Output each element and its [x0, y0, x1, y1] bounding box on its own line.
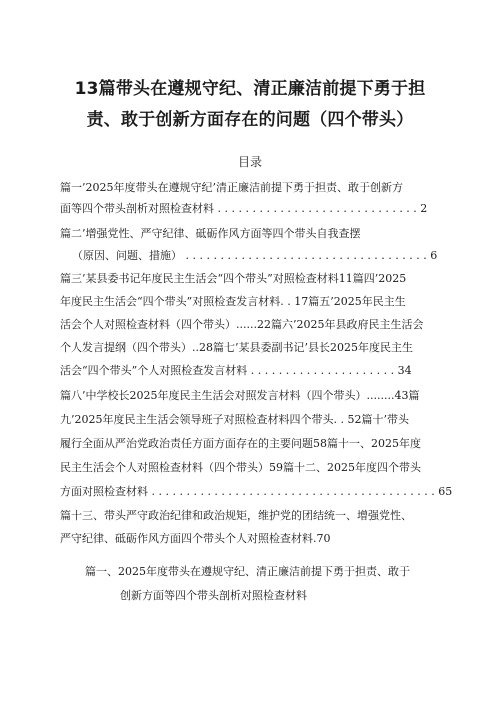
body-line: 创新方面等四个带头剖析对照检查材料: [120, 589, 307, 602]
toc-line: （原因、问题、措施） . . . . . . . . . . . . . . . . . . . . . . . . . . . . . . . . . . . 6: [72, 249, 438, 262]
toc-line: 年度民主生活会“四个带头”对照检查发言材料. . 17篇五’2025年民主生: [60, 295, 406, 308]
toc-line: 活会“四个带头”个人对照检查发言材料 . . . . . . . . . . . . . . . . . . . . . 34: [60, 364, 412, 377]
toc-line: 个人发言提纲（四个带头）..28篇七’某县委副书记’县长2025年度民主生: [60, 341, 413, 354]
body-line: 篇一、2025年度带头在遵规守纪、清正廉洁前提下勇于担责、敢于: [85, 565, 410, 578]
toc-line: 篇十三、带头严守政治纪律和政治规矩，维护党的团结统一、增强党性、: [60, 509, 412, 522]
toc-line: 篇三’某县委书记年度民主生活会“四个带头”对照检查材料11篇四’2025: [60, 272, 407, 285]
title-line: 13篇带头在遵规守纪、清正廉洁前提下勇于担: [74, 79, 426, 99]
toc-line: 活会个人对照检查材料（四个带头）......22篇六’2025年县政府民主生活会: [60, 318, 424, 331]
toc-line: 九’2025年度民主生活会领导班子对照检查材料四个带头. . 52篇十’带头: [60, 413, 409, 426]
toc-line: 严守纪律、砥砺作风方面四个带头个人对照检查材料.70: [60, 532, 331, 545]
toc-line: 民主生活会个人对照检查材料（四个带头）59篇十二、2025年度四个带头: [60, 461, 421, 474]
toc-line: 篇一’2025年度带头在遵规守纪’清正廉洁前提下勇于担责、敢于创新方: [60, 181, 403, 194]
toc-line: 履行全面从严治党政治责任方面方面存在的主要问题58篇十一、2025年度: [60, 437, 421, 450]
toc-line: 篇二’增强党性、严守纪律、砥砺作风方面等四个带头自我查摆: [60, 227, 361, 240]
toc-heading: 目录: [237, 155, 262, 169]
toc-line: 方面对照检查材料 . . . . . . . . . . . . . . . . . . . . . . . . . . . . . . . . . . . . . . . . . 65: [60, 485, 453, 498]
title-line: 责、敢于创新方面存在的问题（四个带头）: [86, 110, 414, 130]
toc-line: 面等四个带头剖析对照检查材料 . . . . . . . . . . . . . . . . . . . . . . . . . . . . . 2: [60, 202, 428, 215]
toc-line: 篇八’中学校长2025年度民主生活会对照发言材料（四个带头）........43篇: [60, 389, 420, 402]
document-title: [44, 74, 456, 136]
